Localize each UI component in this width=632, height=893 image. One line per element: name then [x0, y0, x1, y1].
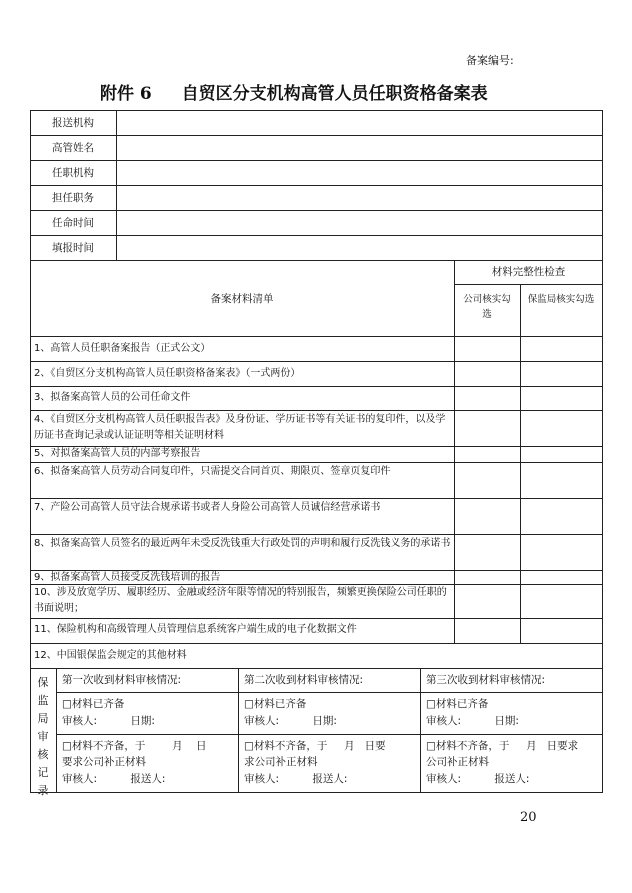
- review-round-1-reviewer-sender: 审核人: 报送人:: [62, 773, 166, 785]
- checklist-item: 10、涉及放宽学历、履职经历、金融或经济年限等情况的特别报告，频繁更换保险公司任职的书面说明；: [34, 587, 447, 614]
- checklist-item: 7、产险公司高管人员守法合规承诺书或者人身险公司高管人员诚信经营承诺书: [34, 502, 381, 513]
- review-round-3-incomplete-checkbox[interactable]: □材料不齐备，于 月 日要求: [426, 740, 579, 752]
- info-label-employing-institution: 任职机构: [52, 167, 94, 179]
- review-round-1-heading: 第一次收到材料审核情况:: [62, 674, 182, 686]
- checklist-title: 备案材料清单: [210, 293, 274, 305]
- review-round-2-complete-checkbox[interactable]: □材料已齐备: [244, 698, 307, 710]
- review-round-3-incomplete-note: 公司补正材料: [426, 756, 489, 768]
- form-title: 自贸区分支机构高管人员任职资格备案表: [181, 84, 488, 104]
- regulator-verify-column-header: 保监局核实勾选: [527, 294, 595, 305]
- info-label-reporting-institution: 报送机构: [52, 117, 94, 129]
- review-round-1-incomplete-note: 要求公司补正材料: [62, 756, 146, 768]
- review-round-3-heading: 第三次收到材料审核情况:: [426, 674, 546, 686]
- review-round-1-reviewer-date: 审核人: 日期:: [62, 715, 155, 727]
- info-label-appointment-date: 任命时间: [52, 217, 94, 229]
- review-round-2-reviewer-sender: 审核人: 报送人:: [244, 773, 348, 785]
- checklist-item: 11、保险机构和高级管理人员管理信息系统客户端生成的电子化数据文件: [34, 624, 357, 635]
- review-round-2-heading: 第二次收到材料审核情况:: [244, 674, 364, 686]
- checklist-item: 2、《自贸区分支机构高管人员任职资格备案表》（一式两份）: [34, 368, 301, 379]
- registration-number-label: 备案编号:: [466, 54, 514, 67]
- filing-form-table: [30, 110, 603, 797]
- review-round-3-reviewer-sender: 审核人: 报送人:: [426, 773, 530, 785]
- review-round-2-reviewer-date: 审核人: 日期:: [244, 715, 337, 727]
- review-round-2-incomplete-checkbox[interactable]: □材料不齐备，于 月 日要: [244, 740, 386, 752]
- checklist-item: 5、对拟备案高管人员的内部考察报告: [34, 448, 201, 459]
- review-round-1-incomplete-checkbox[interactable]: □材料不齐备，于 月 日: [62, 740, 207, 752]
- review-round-2-incomplete-note: 求公司补正材料: [244, 756, 318, 768]
- info-label-filing-date: 填报时间: [52, 242, 94, 254]
- page-number: 20: [520, 810, 537, 825]
- checklist-item: 8、拟备案高管人员签名的最近两年未受反洗钱重大行政处罚的声明和履行反洗钱义务的承诺书: [34, 538, 451, 549]
- review-round-1-complete-checkbox[interactable]: □材料已齐备: [62, 698, 125, 710]
- attachment-label: 附件 6: [100, 84, 152, 104]
- review-round-3-reviewer-date: 审核人: 日期:: [426, 715, 519, 727]
- checklist-item: 1、高管人员任职备案报告（正式公文）: [34, 343, 211, 354]
- checklist-item: 9、拟备案高管人员接受反洗钱培训的报告: [34, 572, 221, 583]
- info-label-position: 担任职务: [52, 192, 94, 204]
- checklist-item: 3、拟备案高管人员的公司任命文件: [34, 392, 191, 403]
- company-verify-column-header: 公司核实勾选: [463, 294, 511, 320]
- review-record-side-label: 保 监 局 审 核 记 录: [37, 676, 49, 797]
- review-round-3-complete-checkbox[interactable]: □材料已齐备: [426, 698, 489, 710]
- checklist-item: 12、中国银保监会规定的其他材料: [34, 650, 187, 661]
- checklist-item: 4、《自贸区分支机构高管人员任职报告表》及身份证、学历证书等有关证书的复印件，以及学历证书查询记录或认证证明等相关证明材料: [34, 414, 446, 441]
- page-title: [100, 79, 488, 104]
- completeness-check-header: 材料完整性检查: [491, 266, 566, 278]
- checklist-item: 6、拟备案高管人员劳动合同复印件，只需提交合同首页、期限页、签章页复印件: [34, 466, 391, 477]
- info-label-executive-name: 高管姓名: [52, 142, 94, 154]
